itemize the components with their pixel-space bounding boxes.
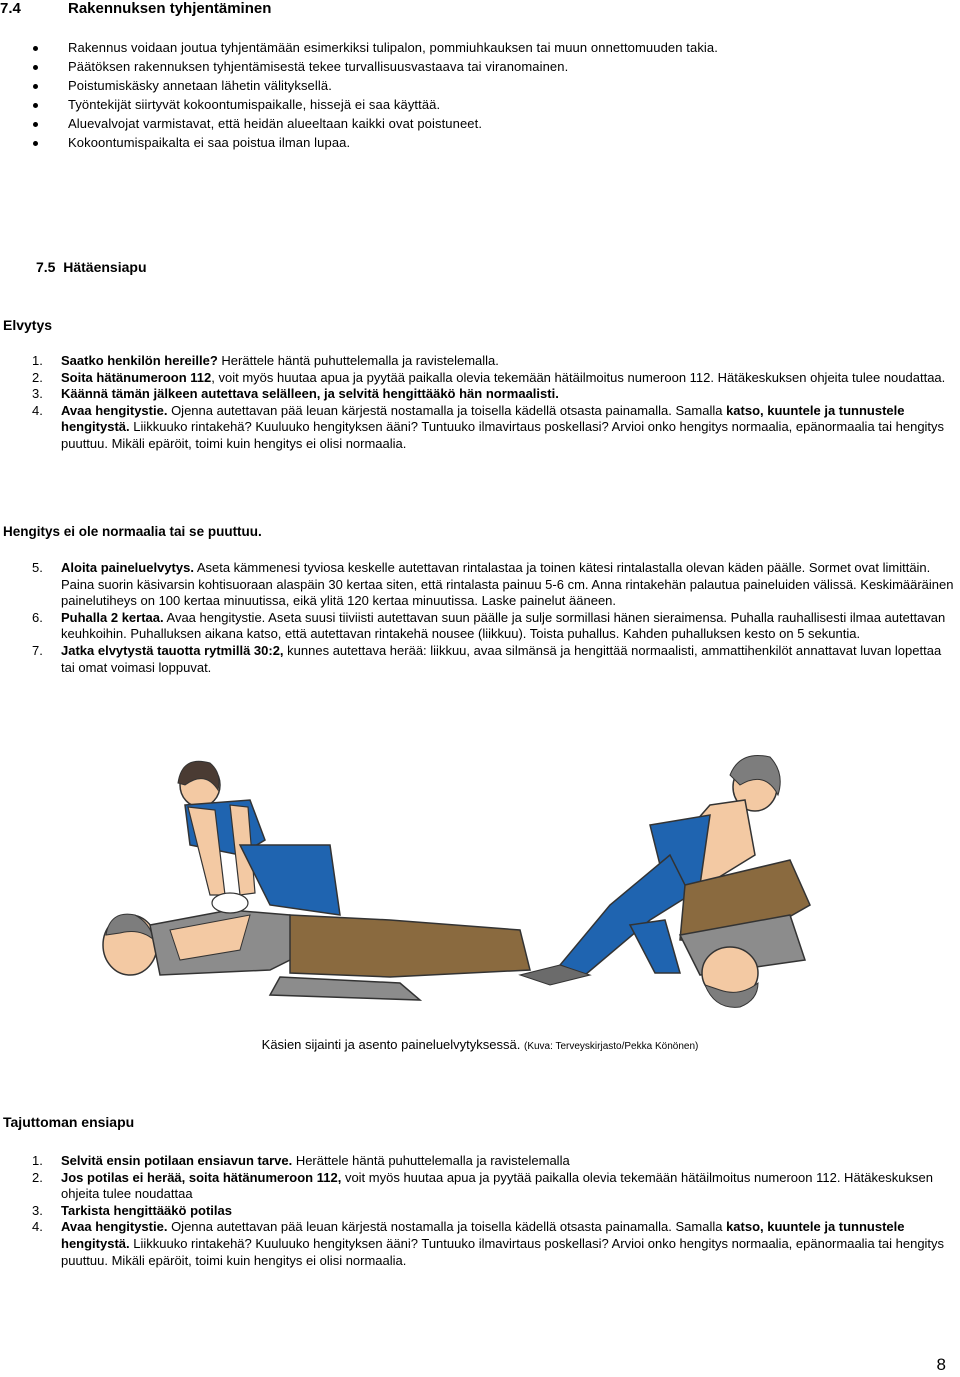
- caption-credit: (Kuva: Terveyskirjasto/Pekka Könönen): [523, 1041, 699, 1052]
- section-title: Rakennuksen tyhjentäminen: [68, 0, 272, 17]
- list-item: 6. Puhalla 2 kertaa. Avaa hengitystie. Aseta suusi tiiviisti autettavan suun päälle ja sulje sormillasi hänen sieraimensa. Puhalla rauhallisesti ilmaa autettavan keuhkoihin. Puhalluksen aikana katso, että autettavan rintakehä nousee (liikkuu). Toista puhallus. Kahden puhalluksen kesto on 5 sekuntia.: [32, 609, 946, 642]
- list-item: Päätöksen rakennuksen tyhjentämisestä tekee turvallisuusvastaava tai viranomainen.: [28, 58, 948, 77]
- list-item: 7. Jatka elvytystä tauotta rytmillä 30:2, kunnes autettava herää: liikkuu, avaa silmänsä ja hengittää normaalisti, ammattihenkilöt annattavat luvan lopettaa tai omat voimasi loppuvat.: [32, 642, 942, 675]
- list-item: 4. Avaa hengitystie. Ojenna autettavan pää leuan kärjestä nostamalla ja toisella kädellä otsasta painamalla. Samalla katso, kuuntele ja tunnustele hengitystä. Liikkuuko rintakehä? Kuuluuko hengityksen ääni? Tuntuuko ilmavirtaus poskellasi? Arvioi onko hengitys normaalia, epänormaalia tai hengitys puuttuu. Mikäli epäröit, toimi kuin hengitys ei olisi normaalia.: [32, 1219, 945, 1268]
- list-item: 4. Avaa hengitystie. Ojenna autettavan pää leuan kärjestä nostamalla ja toisella kädellä otsasta painamalla. Samalla katso, kuuntele ja tunnustele hengitystä. Liikkuuko rintakehä? Kuuluuko hengityksen ääni? Tuntuuko ilmavirtaus poskellasi? Arvioi onko hengitys normaalia, epänormaalia tai hengitys puuttuu. Mikäli epäröit, toimi kuin hengitys ei olisi normaalia.: [32, 402, 945, 451]
- elvytys-steps: [32, 353, 957, 453]
- section-heading-7-5: [36, 258, 147, 276]
- elvytys-heading: Elvytys: [3, 317, 53, 333]
- list-item: 3. Tarkista hengittääkö potilas: [32, 1202, 232, 1218]
- list-item: 1. Saatko henkilön hereille? Herättele häntä puhuttelemalla ja ravistelemalla.: [32, 353, 499, 368]
- unconscious-heading: Tajuttoman ensiapu: [3, 1114, 135, 1130]
- list-item: 2. Soita hätänumeroon 112, voit myös huutaa apua ja pyytää paikalla olevia tekemään hätäilmoitus numeroon 112. Hätäkeskuksen ohjeita tulee noudattaa.: [32, 369, 946, 385]
- list-item: 2. Jos potilas ei herää, soita hätänumeroon 112, voit myös huutaa apua ja pyytää paikalla olevia tekemään hätäilmoitus numeroon 112. Hätäkeskuksen ohjeita tulee noudattaa: [32, 1169, 933, 1202]
- section-number: 7.4: [0, 0, 21, 17]
- figure-caption: [0, 1037, 960, 1056]
- list-item: Kokoontumispaikalta ei saa poistua ilman lupaa.: [28, 134, 948, 153]
- abnormal-breathing-heading: Hengitys ei ole normaalia tai se puuttuu.: [3, 524, 262, 539]
- caption-text: Käsien sijainti ja asento paineluelvytyksessä.: [261, 1037, 521, 1052]
- section-heading-7-4: [0, 0, 271, 18]
- list-item: 5. Aloita paineluelvytys. Aseta kämmenesi tyviosa keskelle autettavan rintalastaa ja toinen kätesi rintalastalla olevan käden päälle. Sormet ovat limittäin. Paina suorin käsivarsin kohtisuoraan alaspäin 30 kertaa siten, että rintalasta painuu 5-6 cm. Anna rintakehän palautua paineluiden välissä. Keskimääräinen painelutiheys on 100 kertaa minuutissa, eikä ylitä 120 kertaa minuutissa. Laske painelut ääneen.: [32, 560, 954, 609]
- section-title: Hätäensiapu: [63, 259, 147, 275]
- rescue-breath-scene: [520, 755, 810, 1007]
- cpr-steps: [32, 560, 957, 676]
- page-number: 8: [936, 1355, 946, 1374]
- list-item: Poistumiskäsky annetaan lähetin välityksellä.: [28, 77, 948, 96]
- list-item: 3. Käännä tämän jälkeen autettava selälleen, ja selvitä hengittääkö hän normaalisti.: [32, 386, 559, 402]
- evacuation-bullet-list: [28, 39, 948, 153]
- list-item: Aluevalvojat varmistavat, että heidän alueeltaan kaikki ovat poistuneet.: [28, 115, 948, 134]
- compression-scene: [103, 761, 530, 1000]
- list-item: 1. Selvitä ensin potilaan ensiavun tarve. Herättele häntä puhuttelemalla ja ravistelemalla: [32, 1153, 570, 1168]
- list-item: Työntekijät siirtyvät kokoontumispaikalle, hissejä ei saa käyttää.: [28, 96, 948, 115]
- unconscious-steps: [32, 1153, 957, 1269]
- list-item: Rakennus voidaan joutua tyhjentämään esimerkiksi tulipalon, pommiuhkauksen tai muun onnettomuuden takia.: [28, 39, 948, 58]
- cpr-illustration: [90, 745, 870, 1025]
- section-number: 7.5: [36, 259, 56, 275]
